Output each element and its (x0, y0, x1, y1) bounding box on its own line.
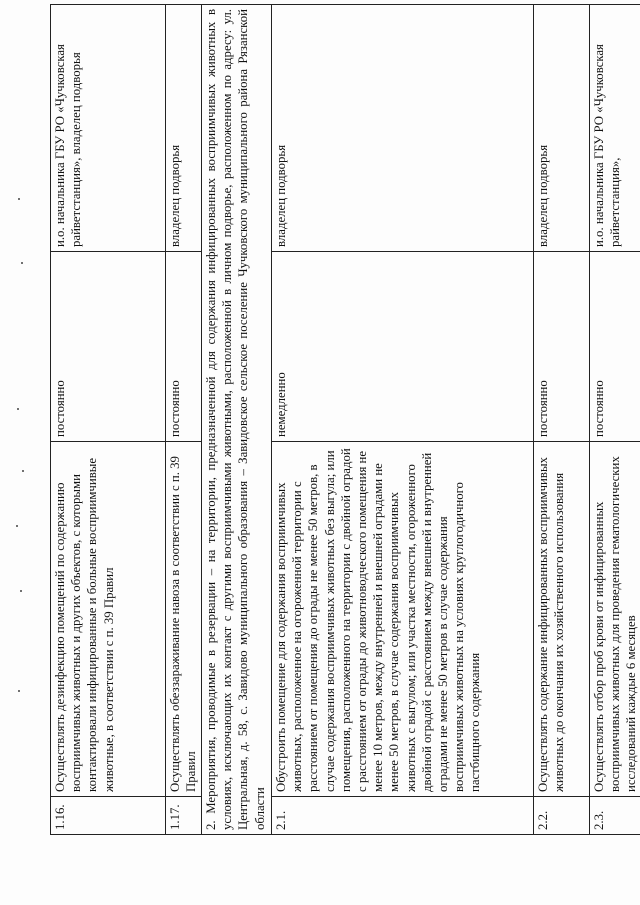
row-term: постоянно (166, 252, 202, 442)
row-number: 2.1. (272, 797, 534, 835)
row-responsible: владелец подворья (534, 5, 590, 252)
row-term: постоянно (51, 252, 166, 442)
row-term: постоянно (590, 252, 640, 442)
row-action: Осуществлять дезинфекцию помещений по содержанию восприимчивых животных и других объектов, с которыми контактировали инфицированные и больные восприимчивые животные, в соответствии с п. 39 Правил (51, 442, 166, 797)
scan-speck (20, 590, 22, 592)
table-row (51, 5, 166, 835)
row-number: 1.17. (166, 797, 202, 835)
row-responsible: и.о. начальника ГБУ РО «Чучковская райветстанция», владелец подворья (51, 5, 166, 252)
row-number: 2.2. (534, 797, 590, 835)
row-number: 2.3. (590, 797, 640, 835)
scan-speck (16, 525, 18, 527)
table-row (534, 5, 590, 835)
row-number: 1.16. (51, 797, 166, 835)
table-row (590, 5, 640, 835)
scan-speck (17, 408, 19, 410)
row-action: Осуществлять содержание инфицированных восприимчивых животных до окончания их хозяйственного использования (534, 442, 590, 797)
row-responsible: владелец подворья (272, 5, 534, 252)
row-term: немедленно (272, 252, 534, 442)
row-term: постоянно (534, 252, 590, 442)
measures-table (50, 4, 640, 835)
row-action: Обустроить помещение для содержания восприимчивых животных, расположенное на огороженной территории с расстоянием от помещения до ограды не менее 50 метров, в случае содержания восприимчивых животных без выгула; или помещения, расположенного на территории с двойной оградой с расстоянием от ограды до животноводческого помещения не менее 10 метров, между внутренней и внешней оградами не менее 50 метров, в случае содержания восприимчивых животных с выгулом; или участка местности, огороженного двойной оградой с расстоянием между внешней и внутренней оградами не менее 50 метров в случае содержания восприимчивых животных на условиях круглогодичного пастбищного содержания (272, 442, 534, 797)
scan-speck (18, 198, 20, 200)
scan-speck (22, 470, 24, 472)
section-2-heading: 2. Мероприятия, проводимые в резервации – на территории, предназначенной для содержания инфицированных восприимчивых животных в условиях, исключающих их контакт с другими восприимчивыми животными, расположенной в личном подворье, расположенном по адресу: ул. Центральная, д. 58, с. Завидово муниципального образования – Завидовское сельское поселение Чучковского муниципального района Рязанской области (202, 5, 272, 835)
section-heading-row (202, 5, 272, 835)
row-responsible: и.о. начальника ГБУ РО «Чучковская райветстанция», (590, 5, 640, 252)
scan-speck (21, 262, 23, 264)
rotated-table-sheet (50, 5, 639, 835)
table-row (272, 5, 534, 835)
row-responsible: владелец подворья (166, 5, 202, 252)
table-row (166, 5, 202, 835)
row-action: Осуществлять обеззараживание навоза в соответствии с п. 39 Правил (166, 442, 202, 797)
row-action: Осуществлять отбор проб крови от инфицированных восприимчивых животных для проведения гематологических исследований каждые 6 месяцев (590, 442, 640, 797)
scan-speck (18, 690, 20, 692)
